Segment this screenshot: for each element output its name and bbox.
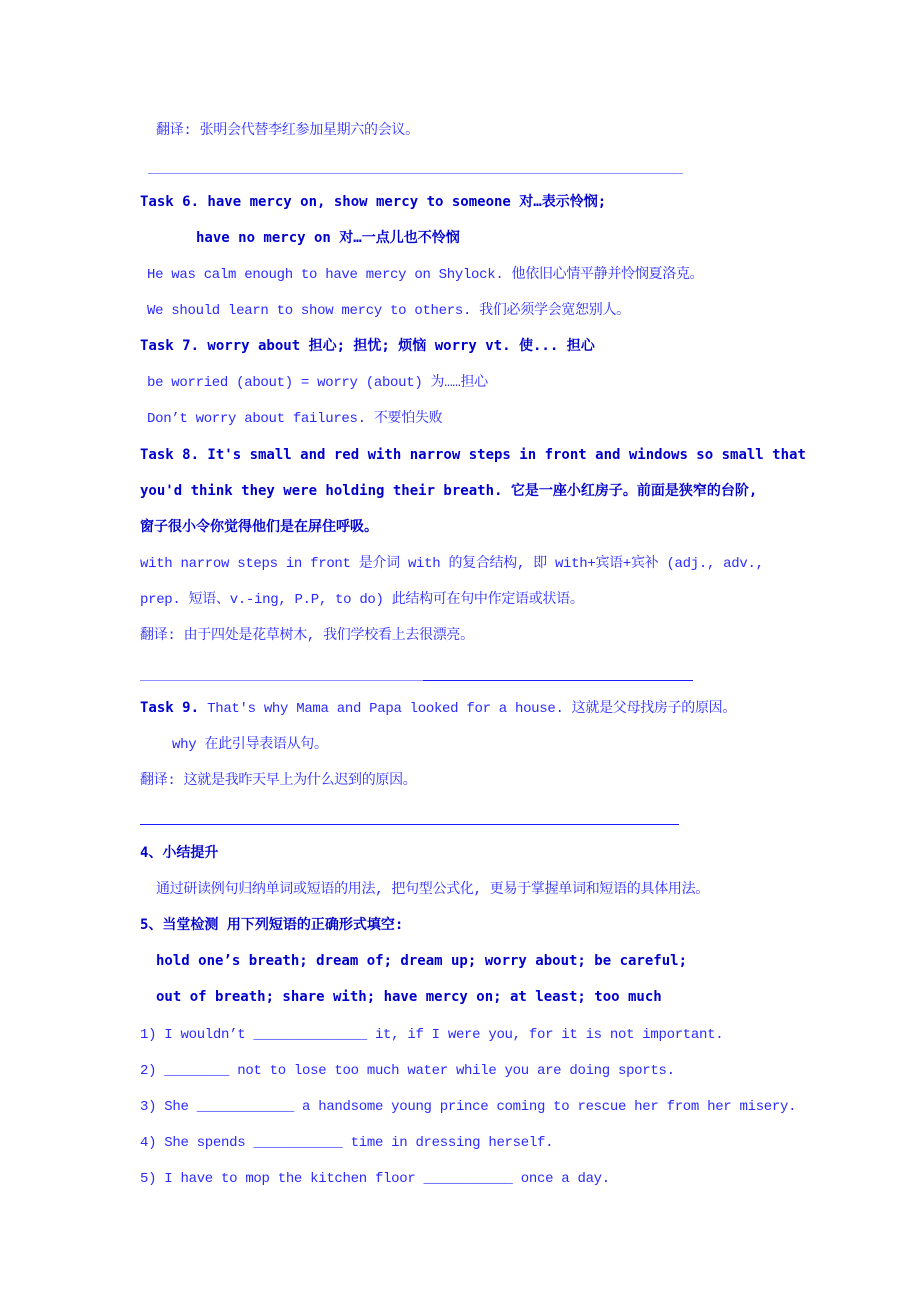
text-line <box>140 1024 723 1045</box>
answer-line-2a <box>140 680 423 681</box>
text-line <box>147 264 703 285</box>
text-line <box>156 879 709 900</box>
body-text: Don’t worry about failures. 不要怕失败 <box>147 411 443 427</box>
body-text: 3) She ____________ a handsome young prince coming to rescue her from her misery. <box>140 1099 797 1115</box>
body-text: be worried (about) = worry (about) 为……担心 <box>147 375 488 391</box>
bold-text: Task 6. have mercy on, show mercy to someone 对…表示怜悯; <box>140 194 607 210</box>
text-line <box>140 589 584 610</box>
body-text: He was calm enough to have mercy on Shylock. 他依旧心情平静并怜悯夏洛克。 <box>147 267 704 283</box>
body-text: why 在此引导表语从句。 <box>172 737 328 753</box>
bold-text: Task 8. It's small and red with narrow steps in front and windows so small that <box>140 447 806 463</box>
body-text: 翻译: 这就是我昨天早上为什么迟到的原因。 <box>140 773 417 789</box>
bold-text: Task 7. worry about 担心; 担忧; 烦恼 worry vt. 使... 担心 <box>140 338 595 354</box>
answer-line-1 <box>148 173 683 174</box>
text-line <box>140 445 806 465</box>
text-line <box>140 1096 796 1117</box>
bold-text: out of breath; share with; have mercy on; at least; too much <box>156 989 662 1005</box>
text-line <box>140 553 764 574</box>
body-text: That's why Mama and Papa looked for a house. 这就是父母找房子的原因。 <box>199 701 737 717</box>
text-line <box>140 625 474 646</box>
bold-text: you'd think they were holding their breath. 它是一座小红房子。前面是狭窄的台阶, <box>140 483 758 499</box>
text-line <box>140 1060 675 1081</box>
text-line <box>140 770 417 791</box>
text-line <box>172 734 328 755</box>
body-text: prep. 短语、v.-ing, P.P, to do) 此结构可在句中作定语或状语。 <box>140 592 584 608</box>
text-line <box>156 987 662 1007</box>
text-line <box>140 192 606 212</box>
text-line <box>147 300 630 321</box>
text-line <box>140 336 595 356</box>
body-text: 通过研读例句归纳单词或短语的用法, 把句型公式化, 更易于掌握单词和短语的具体用法。 <box>156 882 710 898</box>
bold-text: have no mercy on 对…一点儿也不怜悯 <box>196 230 460 246</box>
text-line <box>156 120 419 141</box>
body-text: 翻译: 张明会代替李红参加星期六的会议。 <box>156 123 419 139</box>
body-text: 翻译: 由于四处是花草树木, 我们学校看上去很漂亮。 <box>140 628 474 644</box>
text-line <box>140 915 403 935</box>
body-text: 4) She spends ___________ time in dressing herself. <box>140 1135 554 1151</box>
bold-text: 5、当堂检测 用下列短语的正确形式填空: <box>140 917 404 933</box>
body-text: 1) I wouldn’t ______________ it, if I were you, for it is not important. <box>140 1027 724 1043</box>
answer-line-3 <box>140 824 679 825</box>
text-line <box>140 698 736 719</box>
text-line <box>140 843 218 863</box>
text-line <box>156 951 687 971</box>
body-text: with narrow steps in front 是介词 with 的复合结构, 即 with+宾语+宾补 (adj., adv., <box>140 556 764 572</box>
answer-line-2b <box>423 680 693 681</box>
bold-text: 4、小结提升 <box>140 845 219 861</box>
bold-text: Task 9. <box>140 700 200 716</box>
text-line <box>140 1168 610 1189</box>
text-line <box>140 1132 553 1153</box>
text-line <box>140 517 378 537</box>
bold-text: hold one’s breath; dream of; dream up; worry about; be careful; <box>156 953 688 969</box>
text-line <box>147 408 442 429</box>
text-line <box>140 481 757 501</box>
body-text: 2) ________ not to lose too much water while you are doing sports. <box>140 1063 675 1079</box>
bold-text: 窗子很小令你觉得他们是在屏住呼吸。 <box>140 519 378 535</box>
body-text: 5) I have to mop the kitchen floor ___________ once a day. <box>140 1171 610 1187</box>
text-line <box>147 372 488 393</box>
body-text: We should learn to show mercy to others. 我们必须学会宽恕别人。 <box>147 303 630 319</box>
text-line <box>196 228 460 248</box>
